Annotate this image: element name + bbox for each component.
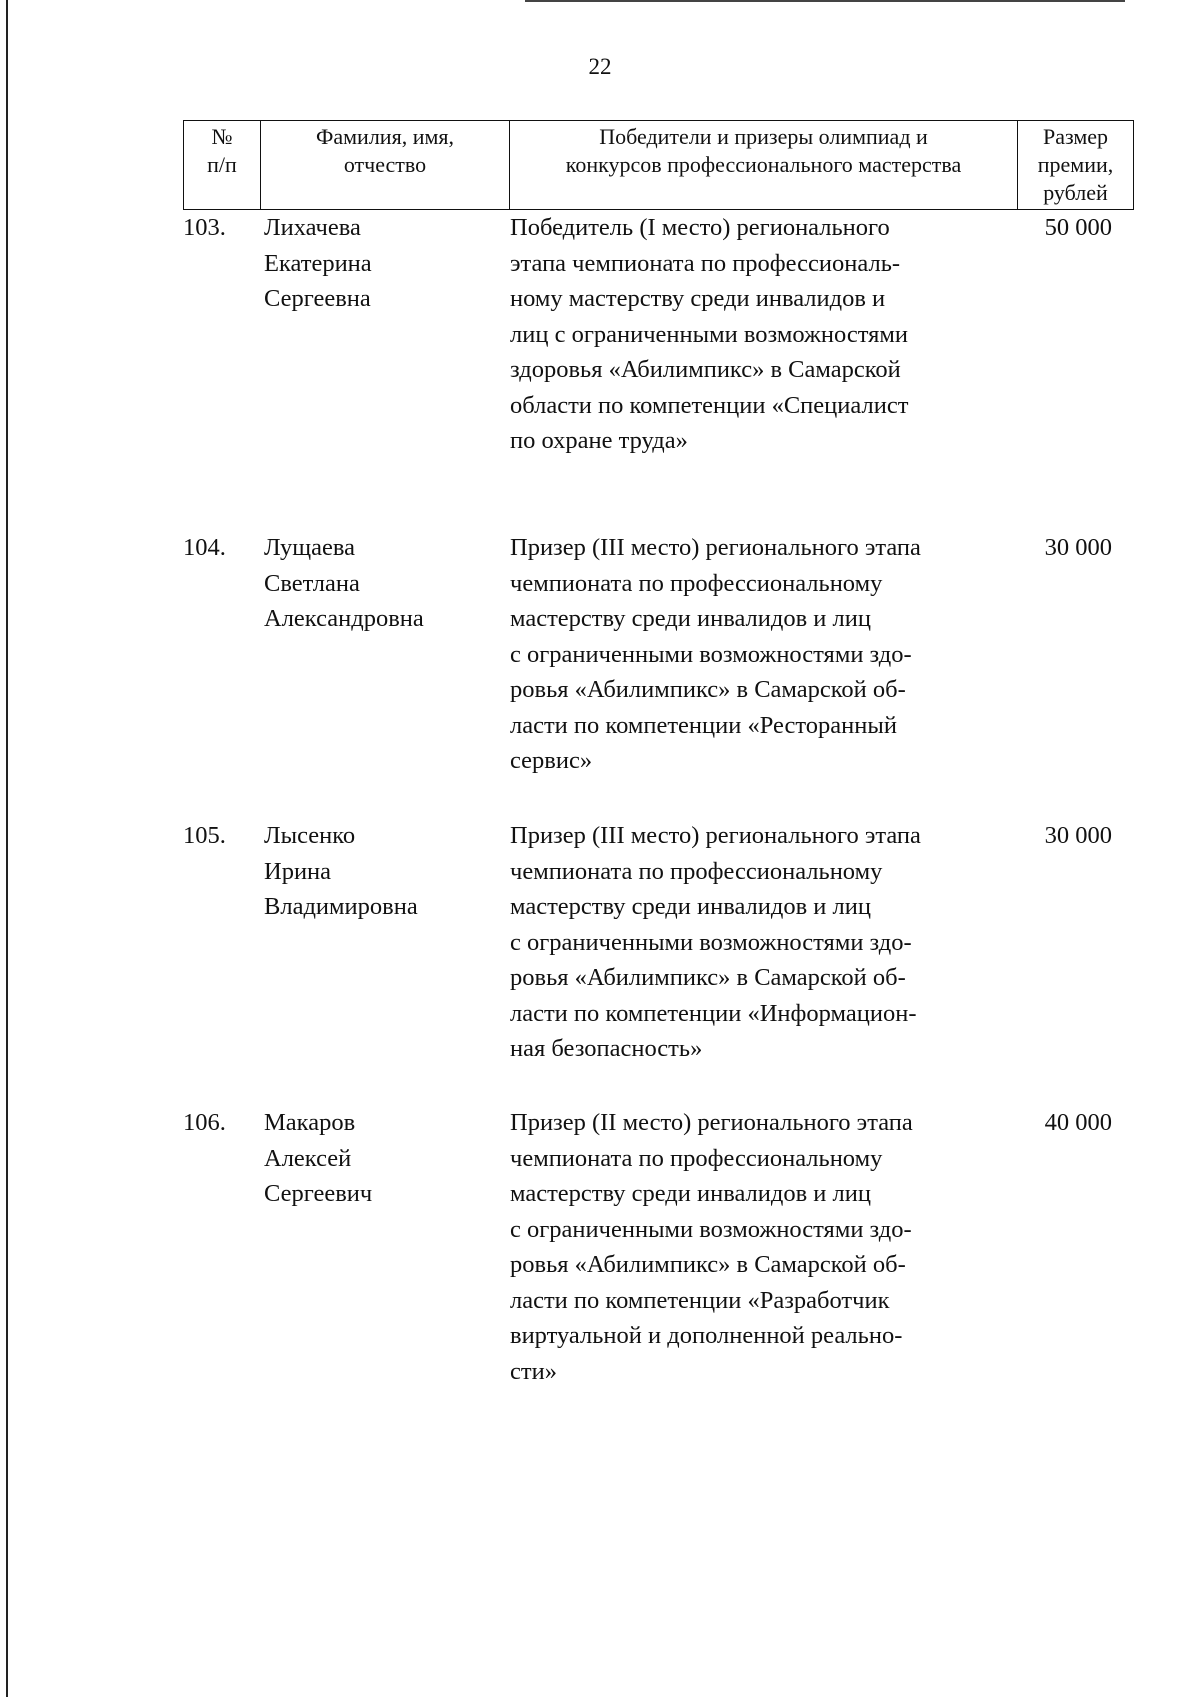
desc-line: ному мастерству среди инвалидов и [510, 285, 886, 312]
name-line: Лысенко [264, 822, 356, 849]
header-name-line: отчество [343, 152, 427, 177]
name-line: Александровна [264, 605, 424, 632]
desc-line: Призер (II место) регионального этапа [510, 1109, 913, 1136]
header-number-line: п/п [207, 152, 237, 177]
row-full-name [264, 818, 484, 925]
name-line: Макаров [264, 1109, 356, 1136]
row-amount: 30 000 [1044, 822, 1112, 849]
desc-line: ласти по компетенции «Разработчик [510, 1286, 890, 1314]
desc-line: виртуальной и дополненной реально- [510, 1322, 903, 1349]
page-top-edge [525, 0, 1125, 2]
row-full-name [264, 210, 484, 317]
row-description [510, 1105, 990, 1389]
row-amount: 40 000 [1044, 1109, 1112, 1136]
header-amount-line: рублей [1043, 180, 1108, 205]
desc-line: здоровья «Абилимпикс» в Самарской [510, 356, 901, 383]
row-amount: 50 000 [1044, 214, 1112, 241]
row-number: 103. [183, 214, 226, 241]
page-number: 22 [588, 54, 612, 79]
desc-line: с ограниченными возможностями здо- [510, 640, 912, 668]
name-line: Лихачева [264, 214, 361, 241]
row-number: 105. [183, 822, 226, 849]
header-col-amount [1018, 121, 1134, 210]
name-line: Ирина [264, 857, 332, 885]
desc-line: Призер (III место) регионального этапа [510, 822, 921, 849]
desc-line: сти» [510, 1357, 557, 1385]
row-description [510, 210, 990, 459]
header-col-number [184, 121, 261, 210]
table-header [183, 120, 1134, 210]
desc-line: мастерству среди инвалидов и лиц [510, 893, 871, 920]
row-number: 104. [183, 534, 226, 561]
name-line: Владимировна [264, 893, 418, 920]
header-number-line: № [211, 124, 233, 149]
row-number: 106. [183, 1109, 226, 1136]
desc-line: ровья «Абилимпикс» в Самарской об- [510, 1251, 906, 1278]
name-line: Алексей [264, 1144, 352, 1172]
desc-line: по охране труда» [510, 427, 688, 454]
row-description [510, 530, 990, 779]
name-line: Екатерина [264, 249, 372, 277]
name-line: Светлана [264, 569, 360, 597]
name-line: Сергеевич [264, 1180, 373, 1207]
desc-line: сервис» [510, 747, 593, 774]
desc-line: ровья «Абилимпикс» в Самарской об- [510, 964, 906, 991]
desc-line: чемпионата по профессиональному [510, 857, 883, 885]
header-name-line: Фамилия, имя, [315, 124, 455, 149]
desc-line: Призер (III место) регионального этапа [510, 534, 921, 561]
desc-line: чемпионата по профессиональному [510, 569, 883, 597]
desc-line: ровья «Абилимпикс» в Самарской об- [510, 676, 906, 703]
row-description [510, 818, 990, 1067]
desc-line: ласти по компетенции «Ресторанный [510, 711, 897, 739]
header-amount-line: Размер [1042, 124, 1109, 149]
desc-line: области по компетенции «Специалист [510, 391, 909, 419]
row-amount: 30 000 [1044, 534, 1112, 561]
desc-line: с ограниченными возможностями здо- [510, 1215, 912, 1243]
desc-line: мастерству среди инвалидов и лиц [510, 605, 871, 632]
header-col-description [510, 121, 1018, 210]
desc-line: этапа чемпионата по профессиональ- [510, 249, 901, 277]
header-amount-line: премии, [1037, 152, 1114, 177]
desc-line: с ограниченными возможностями здо- [510, 928, 912, 956]
row-full-name [264, 530, 484, 637]
header-col-name [261, 121, 510, 210]
desc-line: мастерству среди инвалидов и лиц [510, 1180, 871, 1207]
name-line: Лущаева [264, 534, 355, 561]
desc-line: Победитель (I место) регионального [510, 214, 890, 241]
page-left-edge [6, 0, 8, 1697]
desc-line: чемпионата по профессиональному [510, 1144, 883, 1172]
desc-line: лиц с ограниченными возможностями [510, 320, 909, 348]
desc-line: ная безопасность» [510, 1035, 703, 1062]
row-full-name [264, 1105, 484, 1212]
name-line: Сергеевна [264, 285, 371, 312]
header-desc-line: конкурсов профессионального мастерства [565, 152, 962, 177]
header-desc-line: Победители и призеры олимпиад и [599, 124, 928, 149]
desc-line: ласти по компетенции «Информацион- [510, 999, 917, 1027]
